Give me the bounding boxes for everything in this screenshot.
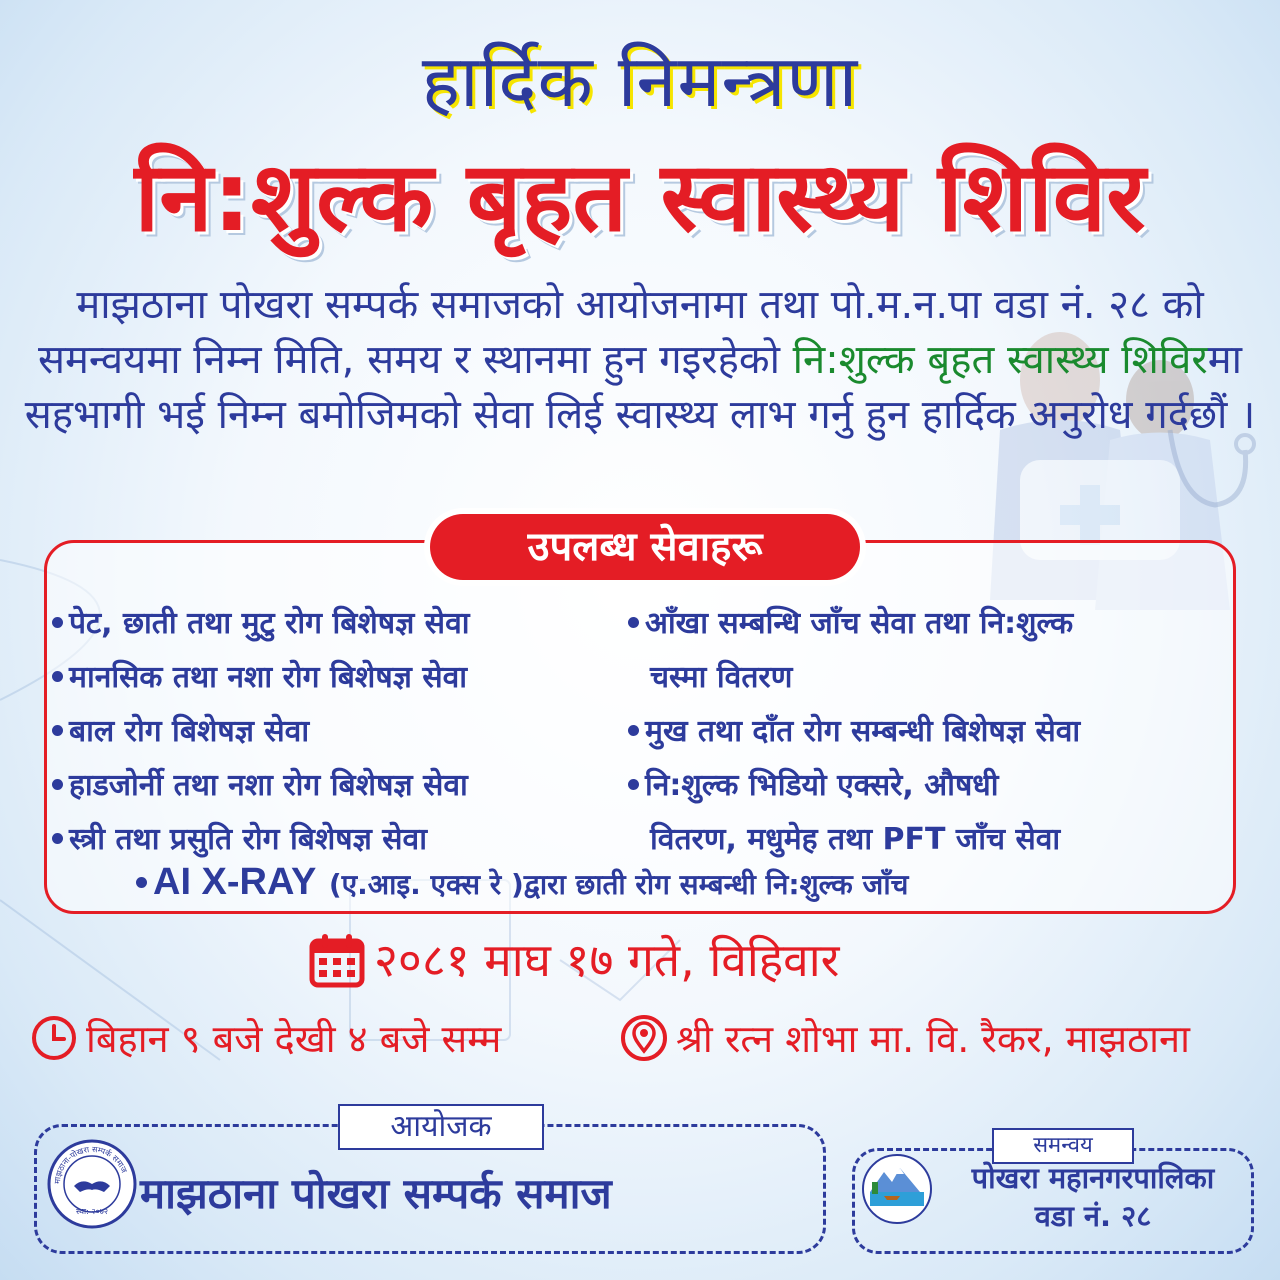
service-item — [628, 604, 1073, 644]
service-label: पेट, छाती तथा मुटु रोग बिशेषज्ञ सेवा — [69, 606, 470, 641]
ai-xray-description: (ए.आइ. एक्स रे )द्वारा छाती रोग सम्बन्धी नि:शुल्क जाँच — [328, 868, 909, 901]
service-item — [52, 766, 468, 806]
logo-established-text: स्था: २०७२ — [75, 1207, 109, 1216]
service-label: स्त्री तथा प्रसुति रोग बिशेषज्ञ सेवा — [69, 822, 428, 857]
service-label: हाडजोर्नी तथा नशा रोग बिशेषज्ञ सेवा — [69, 768, 468, 803]
service-item-continued — [650, 820, 1060, 860]
bullet-icon — [52, 779, 63, 790]
mountain-lake-logo-icon — [860, 1152, 934, 1226]
bullet-icon — [52, 833, 63, 844]
service-label: चस्मा वितरण — [650, 660, 793, 695]
service-label: मानसिक तथा नशा रोग बिशेषज्ञ सेवा — [69, 660, 468, 695]
service-label: बाल रोग बिशेषज्ञ सेवा — [69, 714, 310, 749]
calendar-icon — [308, 931, 366, 989]
bullet-icon — [52, 617, 63, 628]
bullet-icon — [628, 725, 639, 736]
event-time-text: बिहान ९ बजे देखी ४ बजे सम्म — [86, 1017, 502, 1061]
invitation-heading: हार्दिक निमन्त्रणा — [421, 39, 859, 123]
page-title: नि:शुल्क बृहत स्वास्थ्य शिविर — [134, 141, 1146, 253]
service-label: आँखा सम्बन्धि जाँच सेवा तथा नि:शुल्क — [645, 606, 1074, 641]
coordinator-label: समन्वय — [992, 1128, 1134, 1164]
event-venue — [620, 1012, 1190, 1067]
bullet-icon — [136, 877, 147, 888]
service-item — [52, 658, 467, 698]
clock-icon — [30, 1014, 78, 1062]
service-item — [52, 604, 470, 644]
intro-highlight: नि:शुल्क बृहत स्वास्थ्य शिविर — [792, 337, 1208, 383]
service-item — [52, 820, 427, 860]
intro-text-part1: माझठाना पोखरा सम्पर्क समाजको आयोजनामा तथा पो.म.न.पा वडा नं. २८ को समन्वयमा निम्न मिति, समय र स्थानमा हुन गइरहेको — [37, 282, 1204, 383]
service-item-ai-xray — [136, 862, 908, 905]
organizer-name: माझठाना पोखरा सम्पर्क समाज — [140, 1169, 612, 1218]
services-title: उपलब्ध सेवाहरू — [430, 514, 860, 580]
intro-paragraph — [20, 278, 1260, 443]
service-item — [52, 712, 309, 752]
coordinator-ward: वडा नं. २८ — [1034, 1199, 1152, 1233]
service-label: नि:शुल्क भिडियो एक्सरे, औषधी — [645, 768, 999, 803]
bullet-icon — [52, 725, 63, 736]
ai-xray-label: AI X-RAY — [153, 861, 317, 903]
event-time — [30, 1012, 501, 1066]
service-item-continued — [650, 658, 792, 698]
organizer-label: आयोजक — [338, 1104, 544, 1150]
service-label: मुख तथा दाँत रोग सम्बन्धी बिशेषज्ञ सेवा — [645, 714, 1081, 749]
bullet-icon — [628, 617, 639, 628]
coordinator-name: पोखरा महानगरपालिका — [971, 1161, 1215, 1195]
intro-text-part2: मा सहभागी भई निम्न बमोजिमको सेवा लिई स्वास्थ्य लाभ गर्नु हुन हार्दिक अनुरोध गर्दछौं । — [24, 337, 1256, 438]
handshake-logo-icon — [46, 1138, 138, 1230]
service-label: वितरण, मधुमेह तथा PFT जाँच सेवा — [650, 822, 1061, 857]
logo-ring-text: माझठाना-पोखरा सम्पर्क समाज — [52, 1144, 129, 1185]
bullet-icon — [628, 779, 639, 790]
bullet-icon — [52, 671, 63, 682]
event-venue-text: श्री रत्न शोभा मा. वि. रैकर, माझठाना — [676, 1017, 1190, 1061]
service-item — [628, 712, 1080, 752]
service-item — [628, 766, 999, 806]
event-date-text: २०८१ माघ १७ गते, विहिवार — [374, 933, 840, 987]
location-pin-icon — [620, 1013, 668, 1063]
event-date — [308, 928, 840, 993]
